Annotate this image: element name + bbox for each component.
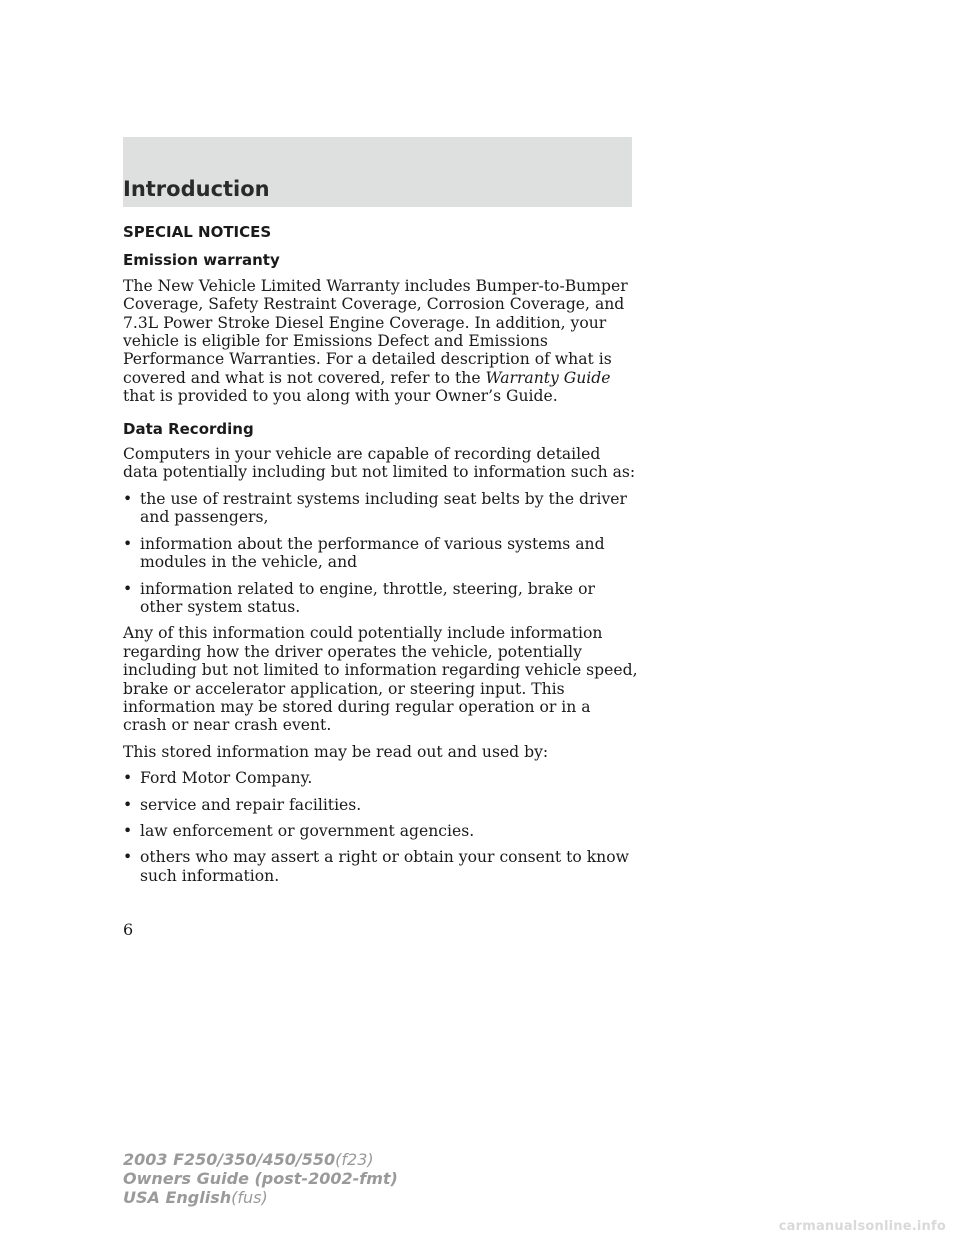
data-recording-paragraph: Any of this information could potentially include information regarding how the driver operates the vehicle, potentially including but not limited to information regarding vehicle speed, brake or accelerator application, or steering input. This information may be stored during regular operation or in a crash or near crash event. — [123, 624, 638, 735]
warranty-guide-title: Warranty Guide — [485, 368, 611, 387]
used-by-intro: This stored information may be read out and used by: — [123, 742, 549, 761]
bullet-icon: • — [123, 579, 133, 598]
footer-line-guide: Owners Guide (post-2002-fmt) — [123, 1169, 398, 1188]
list-item: • the use of restraint systems including seat belts by the driver and passengers, — [123, 489, 627, 527]
bullet-icon: • — [123, 821, 133, 840]
watermark: carmanualsonline.info — [778, 1219, 946, 1234]
list-item: • Ford Motor Company. — [123, 769, 313, 788]
page-number: 6 — [123, 920, 134, 939]
data-recording-intro: Computers in your vehicle are capable of recording detailed data potentially including but not limited to information such as: — [123, 445, 636, 482]
data-recording-heading: Data Recording — [123, 419, 254, 438]
document-footer — [123, 1150, 398, 1207]
special-notices-heading: SPECIAL NOTICES — [123, 223, 272, 241]
list-item: • others who may assert a right or obtain your consent to know such information. — [123, 848, 629, 885]
emission-warranty-paragraph: The New Vehicle Limited Warranty includes Bumper-to-Bumper Coverage, Safety Restraint Coverage, Corrosion Coverage, and 7.3L Power Stroke Diesel Engine Coverage. In addition, your vehicle is eligible for Emissions Defect and Emissions Performance Warranties. For a detailed description of what is covered and what is not covered, refer to the Warranty Guide that is provided to you along with your Owner’s Guide. — [123, 276, 628, 406]
list-item: • service and repair facilities. — [123, 795, 362, 814]
bullet-icon: • — [123, 848, 133, 867]
list-item: • information about the performance of various systems and modules in the vehicle, and — [123, 534, 605, 572]
page-content — [123, 223, 638, 893]
bullet-icon: • — [123, 795, 133, 814]
list-item: • information related to engine, throttle, steering, brake or other system status. — [123, 579, 595, 616]
data-recording-list — [123, 490, 638, 616]
bullet-icon: • — [123, 534, 133, 553]
emission-warranty-heading: Emission warranty — [123, 251, 280, 270]
section-header-band — [123, 137, 632, 207]
section-title: Introduction — [123, 177, 270, 201]
list-item: • law enforcement or government agencies. — [123, 821, 475, 840]
used-by-list — [123, 769, 638, 885]
footer-line-language: USA English(fus) — [123, 1188, 268, 1207]
bullet-icon: • — [123, 769, 133, 788]
bullet-icon: • — [123, 489, 133, 508]
footer-line-model: 2003 F250/350/450/550(f23) — [123, 1150, 374, 1169]
